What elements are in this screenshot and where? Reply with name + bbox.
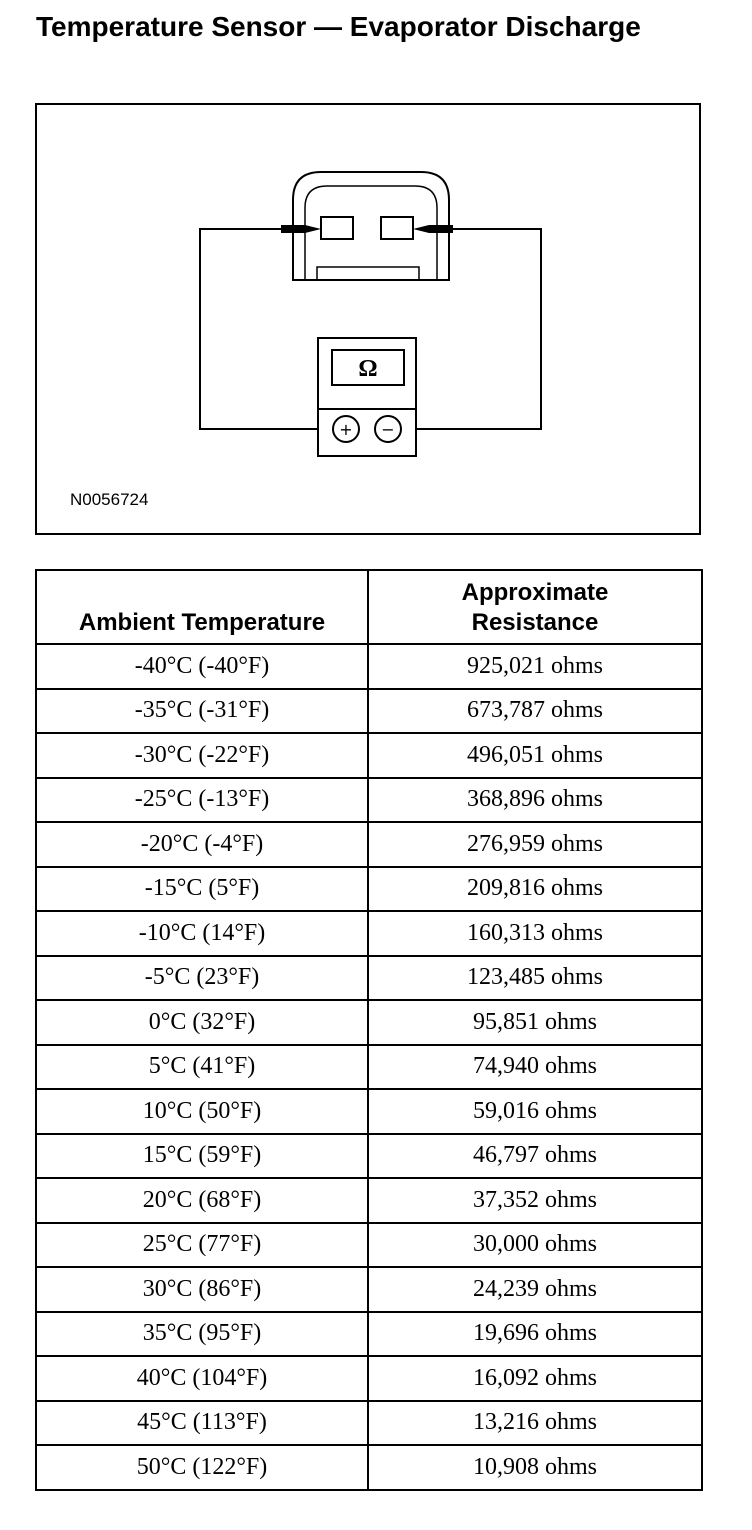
temperature-cell: 40°C (104°F)	[36, 1356, 368, 1401]
table-row	[36, 867, 702, 912]
table-header-row	[36, 570, 702, 644]
temperature-cell: 10°C (50°F)	[36, 1089, 368, 1134]
connector-key	[317, 267, 419, 280]
table-row	[36, 1089, 702, 1134]
table-row	[36, 1267, 702, 1312]
temperature-cell: 45°C (113°F)	[36, 1401, 368, 1446]
resistance-cell: 160,313 ohms	[368, 911, 702, 956]
ohm-symbol: Ω	[358, 356, 378, 382]
resistance-cell: 276,959 ohms	[368, 822, 702, 867]
table-body	[36, 644, 702, 1490]
table-row	[36, 1000, 702, 1045]
resistance-cell: 37,352 ohms	[368, 1178, 702, 1223]
resistance-cell: 10,908 ohms	[368, 1445, 702, 1490]
table-row	[36, 1312, 702, 1357]
figure-id: N0056724	[70, 490, 149, 509]
table-row	[36, 1401, 702, 1446]
probe-left	[281, 225, 321, 233]
terminal-right	[381, 217, 413, 239]
minus-sign: −	[381, 420, 395, 439]
resistance-cell: 13,216 ohms	[368, 1401, 702, 1446]
temperature-cell: 20°C (68°F)	[36, 1178, 368, 1223]
resistance-cell: 74,940 ohms	[368, 1045, 702, 1090]
diagram-graphic	[37, 105, 699, 533]
temperature-cell: 35°C (95°F)	[36, 1312, 368, 1357]
table-row	[36, 1178, 702, 1223]
temperature-cell: -5°C (23°F)	[36, 956, 368, 1001]
temperature-cell: 5°C (41°F)	[36, 1045, 368, 1090]
page-title: Temperature Sensor — Evaporator Discharge	[36, 11, 641, 42]
table-row	[36, 689, 702, 734]
resistance-cell: 123,485 ohms	[368, 956, 702, 1001]
temperature-cell: -15°C (5°F)	[36, 867, 368, 912]
table-row	[36, 911, 702, 956]
temperature-cell: -35°C (-31°F)	[36, 689, 368, 734]
temperature-cell: 0°C (32°F)	[36, 1000, 368, 1045]
temperature-cell: -20°C (-4°F)	[36, 822, 368, 867]
temperature-cell: -30°C (-22°F)	[36, 733, 368, 778]
temperature-cell: 15°C (59°F)	[36, 1134, 368, 1179]
temperature-cell: -25°C (-13°F)	[36, 778, 368, 823]
table-row	[36, 1356, 702, 1401]
table-row	[36, 822, 702, 867]
table-row	[36, 644, 702, 689]
wire-left	[200, 229, 318, 429]
temperature-cell: -10°C (14°F)	[36, 911, 368, 956]
header-temperature: Ambient Temperature	[36, 570, 368, 644]
table-row	[36, 956, 702, 1001]
resistance-cell: 925,021 ohms	[368, 644, 702, 689]
resistance-cell: 368,896 ohms	[368, 778, 702, 823]
table-row	[36, 1134, 702, 1179]
resistance-cell: 24,239 ohms	[368, 1267, 702, 1312]
plus-sign: +	[339, 420, 353, 439]
probe-right	[413, 225, 453, 233]
terminal-left	[321, 217, 353, 239]
temperature-cell: 25°C (77°F)	[36, 1223, 368, 1268]
resistance-table	[35, 569, 703, 1491]
table-row	[36, 1445, 702, 1490]
resistance-cell: 209,816 ohms	[368, 867, 702, 912]
resistance-cell: 30,000 ohms	[368, 1223, 702, 1268]
table-row	[36, 733, 702, 778]
header-resistance-text: Approximate Resistance	[461, 579, 609, 636]
temperature-cell: 50°C (122°F)	[36, 1445, 368, 1490]
resistance-cell: 496,051 ohms	[368, 733, 702, 778]
wiring-diagram	[35, 103, 701, 535]
table-row	[36, 1223, 702, 1268]
table-row	[36, 778, 702, 823]
wire-right	[416, 229, 541, 429]
resistance-cell: 19,696 ohms	[368, 1312, 702, 1357]
resistance-cell: 673,787 ohms	[368, 689, 702, 734]
resistance-cell: 46,797 ohms	[368, 1134, 702, 1179]
temperature-cell: -40°C (-40°F)	[36, 644, 368, 689]
table-row	[36, 1045, 702, 1090]
resistance-cell: 59,016 ohms	[368, 1089, 702, 1134]
resistance-cell: 95,851 ohms	[368, 1000, 702, 1045]
temperature-cell: 30°C (86°F)	[36, 1267, 368, 1312]
header-resistance	[368, 570, 702, 644]
resistance-cell: 16,092 ohms	[368, 1356, 702, 1401]
